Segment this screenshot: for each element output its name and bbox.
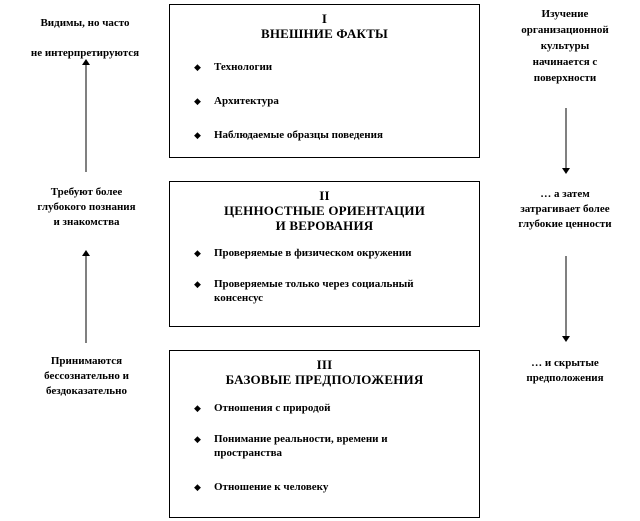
note-line: организационной xyxy=(521,24,609,36)
note-line: затрагивает более xyxy=(520,203,610,215)
list-item-label-line: пространства xyxy=(214,447,283,459)
diamond-bullet-icon: ◆ xyxy=(194,403,201,413)
diamond-bullet-icon: ◆ xyxy=(194,434,201,444)
note-line: культуры xyxy=(540,40,590,52)
level-2-numeral: II xyxy=(319,188,330,203)
list-item-label: Архитектура xyxy=(214,95,279,107)
diamond-bullet-icon: ◆ xyxy=(194,279,201,289)
note-line: бессознательно и xyxy=(44,370,129,382)
list-item-label: Наблюдаемые образцы поведения xyxy=(214,129,383,141)
list-item-label: Проверяемые в физическом окружении xyxy=(214,247,412,259)
note-line: Изучение xyxy=(541,8,589,20)
note-line: начинается с xyxy=(532,56,598,68)
note-line: и знакомства xyxy=(53,216,120,228)
diamond-bullet-icon: ◆ xyxy=(194,62,201,72)
list-item-label: Отношения с природой xyxy=(214,402,331,414)
note-line: не интерпретируются xyxy=(30,47,140,59)
diamond-bullet-icon: ◆ xyxy=(194,482,201,492)
level-3-title-line: БАЗОВЫЕ ПРЕДПОЛОЖЕНИЯ xyxy=(225,372,424,387)
level-2-title-line: ЦЕННОСТНЫЕ ОРИЕНТАЦИИ xyxy=(223,203,426,218)
note-line: Требуют более xyxy=(50,186,123,198)
note-line: бездоказательно xyxy=(46,385,127,397)
note-line: … и скрытые xyxy=(531,357,599,369)
diamond-bullet-icon: ◆ xyxy=(194,130,201,140)
note-line: … а затем xyxy=(540,188,590,200)
list-item-label: Отношение к человеку xyxy=(214,481,329,493)
note-line: Видимы, но часто xyxy=(40,17,130,29)
note-line: глубокого познания xyxy=(37,201,136,213)
list-item-label: Технологии xyxy=(214,61,273,73)
list-item-label-line: Понимание реальности, времени и xyxy=(214,433,388,445)
list-item-label-line: консенсус xyxy=(214,292,264,304)
note-line: Принимаются xyxy=(50,355,123,367)
diamond-bullet-icon: ◆ xyxy=(194,248,201,258)
level-1-numeral: I xyxy=(321,11,328,26)
list-item-label-line: Проверяемые только через социальный xyxy=(214,278,414,290)
level-2-title-line: И ВЕРОВАНИЯ xyxy=(275,218,374,233)
note-line: поверхности xyxy=(533,72,597,84)
diamond-bullet-icon: ◆ xyxy=(194,96,201,106)
note-line: глубокие ценности xyxy=(518,218,612,230)
level-1-title-line: ВНЕШНИЕ ФАКТЫ xyxy=(260,26,389,41)
note-line: предположения xyxy=(526,372,604,384)
level-3-numeral: III xyxy=(316,357,333,372)
